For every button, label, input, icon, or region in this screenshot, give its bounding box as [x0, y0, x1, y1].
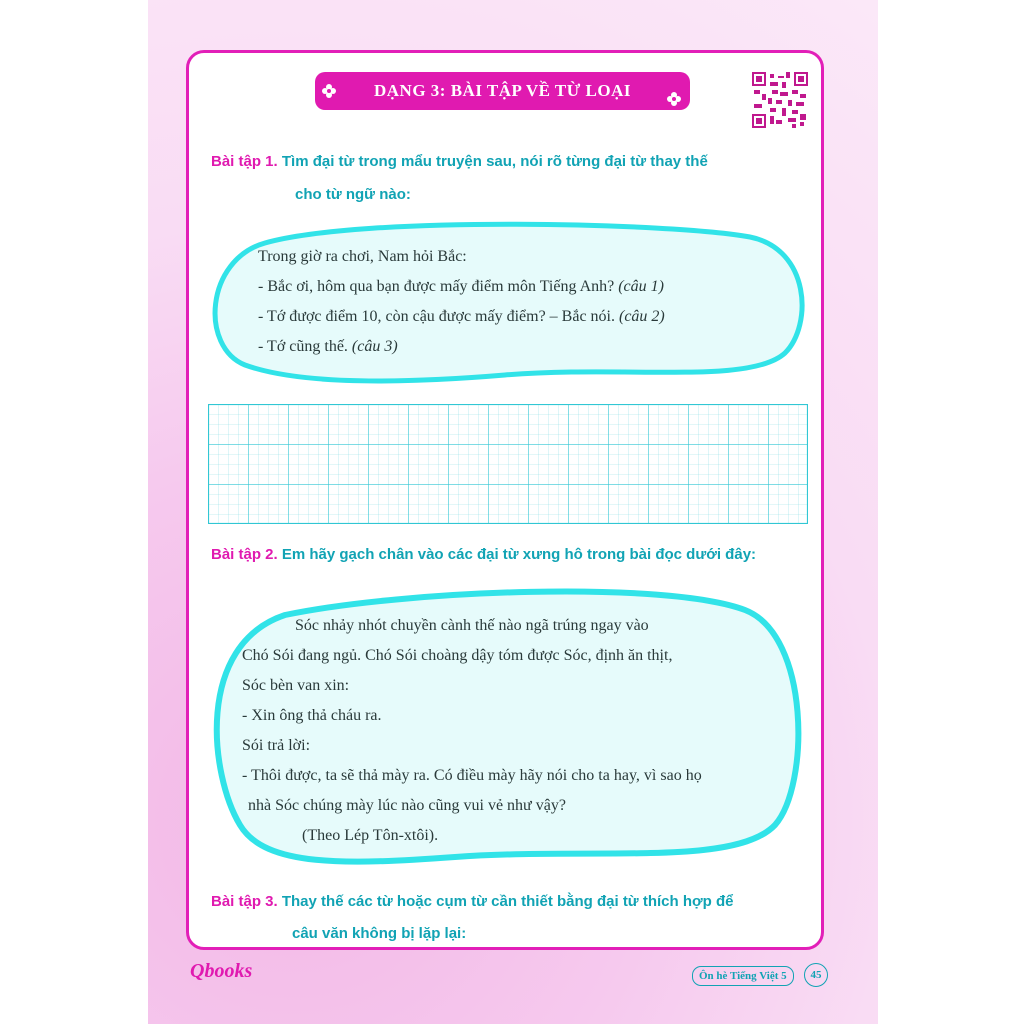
flower-icon [321, 83, 337, 99]
publisher-logo: Qbooks [190, 960, 253, 982]
passage-1-line-2: - Tớ được điểm 10, còn cậu được mấy điểm? – Bắc nói. (câu 2) [258, 308, 665, 325]
passage-2-source: (Theo Lép Tôn-xtôi). [302, 827, 439, 844]
exercise-1-heading-cont: cho từ ngữ nào: [295, 186, 411, 203]
book-series-label: Ôn hè Tiếng Việt 5 [692, 966, 794, 986]
passage-2-line-5: Sói trả lời: [242, 737, 311, 754]
passage-1-line-1: - Bắc ơi, hôm qua bạn được mấy điểm môn Tiếng Anh? (câu 1) [258, 278, 664, 295]
exercise-3-heading: Bài tập 3. Thay thế các từ hoặc cụm từ cần thiết bằng đại từ thích hợp để [211, 893, 734, 910]
passage-2-line-3: Sóc bèn van xin: [242, 677, 350, 694]
passage-1-intro: Trong giờ ra chơi, Nam hỏi Bắc: [258, 248, 467, 265]
passage-2-line-2: Chó Sói đang ngủ. Chó Sói choàng dậy tóm được Sóc, định ăn thịt, [242, 647, 673, 664]
writing-grid[interactable] [208, 404, 808, 524]
page-number: 45 [804, 963, 828, 987]
exercise-3-heading-cont: câu văn không bị lặp lại: [292, 925, 467, 942]
passage-2-line-4: - Xin ông thả cháu ra. [242, 707, 382, 724]
passage-2-line-7: nhà Sóc chúng mày lúc nào cũng vui vẻ như vậy? [248, 797, 566, 814]
passage-2-line-1: Sóc nhảy nhót chuyền cành thế nào ngã trúng ngay vào [295, 617, 649, 634]
exercise-1-heading: Bài tập 1. Tìm đại từ trong mẩu truyện sau, nói rõ từng đại từ thay thế [211, 153, 708, 170]
passage-1-line-3: - Tớ cũng thế. (câu 3) [258, 338, 398, 355]
section-title-banner [315, 72, 690, 110]
passage-bubble-1 [205, 215, 810, 385]
qr-code[interactable] [752, 72, 808, 128]
passage-2-line-6: - Thôi được, ta sẽ thả mày ra. Có điều mày hãy nói cho ta hay, vì sao họ [242, 767, 702, 784]
section-title: DẠNG 3: BÀI TẬP VỀ TỪ LOẠI [373, 81, 632, 100]
exercise-2-heading: Bài tập 2. Em hãy gạch chân vào các đại từ xưng hô trong bài đọc dưới đây: [211, 546, 757, 563]
flower-icon [666, 91, 682, 107]
